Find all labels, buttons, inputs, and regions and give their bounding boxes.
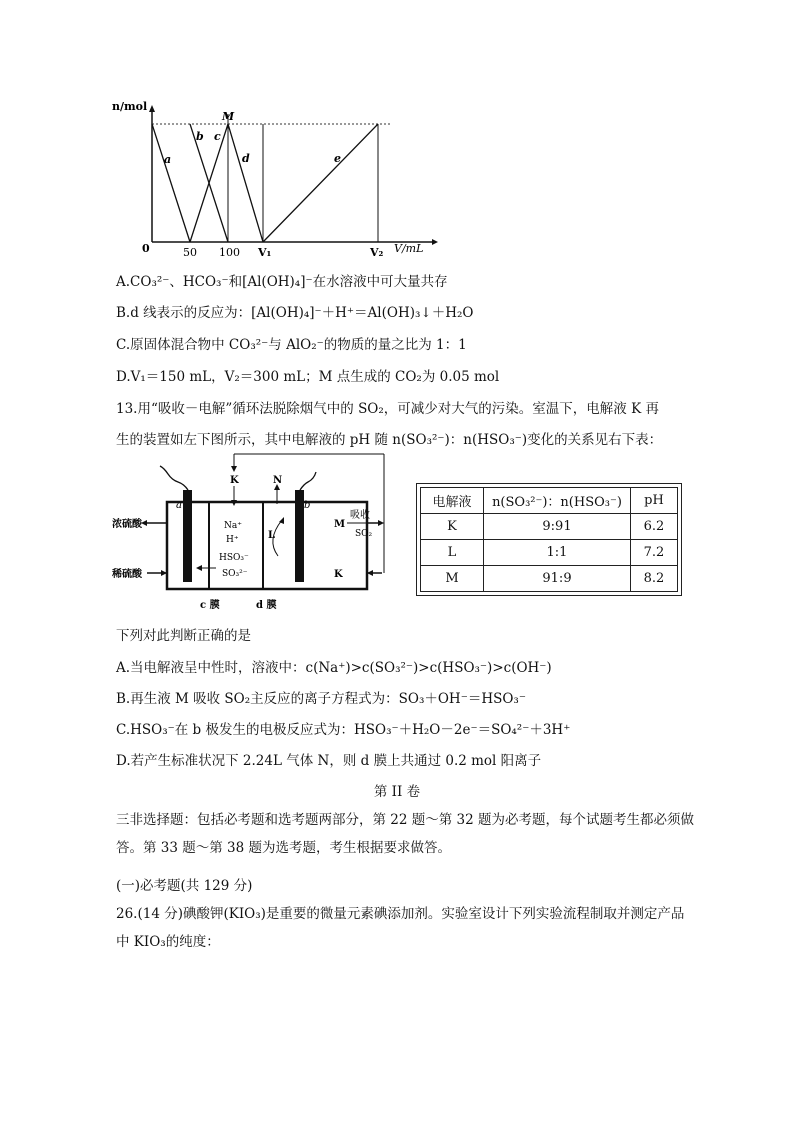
- electrolysis-apparatus: [112, 452, 394, 614]
- x-tick-v2: V₂: [370, 246, 384, 259]
- curve-a: [152, 124, 190, 242]
- wire-b: [300, 472, 316, 490]
- table-cell: 6.2: [631, 514, 678, 540]
- table-row: [421, 566, 678, 592]
- label-membrane-c: c 膜: [200, 600, 220, 611]
- titration-graph: [110, 100, 440, 260]
- table-cell: L: [421, 540, 484, 566]
- ph-table-frame: [416, 483, 682, 596]
- table-cell: K: [421, 514, 484, 540]
- label-k-in: K: [334, 569, 343, 580]
- x-tick-100: 100: [219, 246, 240, 259]
- q12-option-c: C.原固体混合物中 CO₃²⁻与 AlO₂⁻的物质的量之比为 1：1: [116, 337, 467, 353]
- label-electrode-a: a: [176, 500, 182, 511]
- table-cell: 9:91: [484, 514, 631, 540]
- curve-e: [263, 124, 378, 242]
- label-h-ion: H⁺: [226, 535, 239, 545]
- label-k-top: K: [230, 475, 239, 486]
- table-cell: M: [421, 566, 484, 592]
- curve-b-label: b: [196, 130, 204, 143]
- table-header-ratio: n(SO₃²⁻)：n(HSO₃⁻): [484, 488, 631, 514]
- curve-c-label: c: [214, 130, 221, 143]
- table-cell: 1:1: [484, 540, 631, 566]
- q13-option-c: C.HSO₃⁻在 b 极发生的电极反应式为：HSO₃⁻＋H₂O－2e⁻＝SO₄²⁻＋3H⁺: [116, 722, 571, 738]
- point-M-label: M: [222, 110, 235, 123]
- q13-option-b: B.再生液 M 吸收 SO₂主反应的离子方程式为：SO₃＋OH⁻＝HSO₃⁻: [116, 691, 526, 707]
- curve-d: [228, 124, 263, 242]
- x-tick-50: 50: [183, 246, 197, 259]
- electrode-b: [295, 490, 304, 582]
- q13-option-a: A.当电解液呈中性时，溶液中：c(Na⁺)>c(SO₃²⁻)>c(HSO₃⁻)>c(OH⁻): [116, 660, 552, 676]
- label-l: L: [268, 530, 276, 541]
- label-so3: SO₃²⁻: [222, 569, 248, 579]
- curve-a-label: a: [164, 153, 172, 166]
- table-row: [421, 514, 678, 540]
- ph-table: [420, 487, 678, 592]
- wire-a: [160, 466, 188, 490]
- label-n-gas: N: [273, 475, 283, 486]
- q13-stem-line1: 13.用“吸收－电解”循环法脱除烟气中的 SO₂，可减少对大气的污染。室温下，电解液 K 再: [116, 401, 659, 417]
- origin-label: 0: [142, 242, 150, 255]
- x-label: V/mL: [394, 242, 424, 255]
- table-header-electrolyte: 电解液: [421, 488, 484, 514]
- table-cell: 8.2: [631, 566, 678, 592]
- table-header-ph: pH: [631, 488, 678, 514]
- q13-option-d: D.若产生标准状况下 2.24L 气体 N，则 d 膜上共通过 0.2 mol 阳离子: [116, 753, 542, 769]
- y-label: n/mol: [112, 100, 148, 113]
- section-sub: (一)必考题(共 129 分): [116, 878, 253, 894]
- label-dilute-h2so4: 稀硫酸: [112, 569, 142, 580]
- q12-option-b: B.d 线表示的反应为：[Al(OH)₄]⁻＋H⁺＝Al(OH)₃↓＋H₂O: [116, 305, 474, 321]
- table-row: [421, 540, 678, 566]
- label-na-ion: Na⁺: [224, 521, 242, 531]
- label-m-out: M: [334, 519, 346, 530]
- table-cell: 7.2: [631, 540, 678, 566]
- curve-e-label: e: [334, 152, 341, 165]
- x-tick-v1: V₁: [258, 246, 272, 259]
- label-conc-h2so4: 浓硫酸: [112, 519, 142, 530]
- curve-d-label: d: [242, 152, 250, 165]
- table-cell: 91:9: [484, 566, 631, 592]
- q12-option-a: A.CO₃²⁻、HCO₃⁻和[Al(OH)₄]⁻在水溶液中可大量共存: [116, 274, 448, 290]
- q13-stem-line2: 生的装置如左下图所示，其中电解液的 pH 随 n(SO₃²⁻)：n(HSO₃⁻)变化的关系见右下表：: [116, 432, 663, 448]
- label-absorb: 吸收: [350, 510, 370, 521]
- label-membrane-d: d 膜: [256, 600, 277, 611]
- electrode-a: [183, 490, 192, 582]
- section-title: 第 II 卷: [373, 784, 421, 800]
- section-intro: 三非选择题：包括必考题和选考题两部分，第 22 题～第 32 题为必考题，每个试题考生都必须做答。第 33 题～第 38 题为选考题，考生根据要求做答。: [116, 812, 695, 856]
- label-hso3: HSO₃⁻: [219, 553, 249, 563]
- q13-question: 下列对此判断正确的是: [116, 628, 251, 644]
- q26-stem: 26.(14 分)碘酸钾(KIO₃)是重要的微量元素碘添加剂。实验室设计下列实验流程制取并测定产品中 KIO₃的纯度：: [116, 906, 685, 950]
- q12-option-d: D.V₁＝150 mL，V₂＝300 mL；M 点生成的 CO₂为 0.05 mol: [116, 369, 500, 385]
- label-so2: SO₂: [355, 529, 373, 539]
- label-electrode-b: b: [304, 500, 311, 511]
